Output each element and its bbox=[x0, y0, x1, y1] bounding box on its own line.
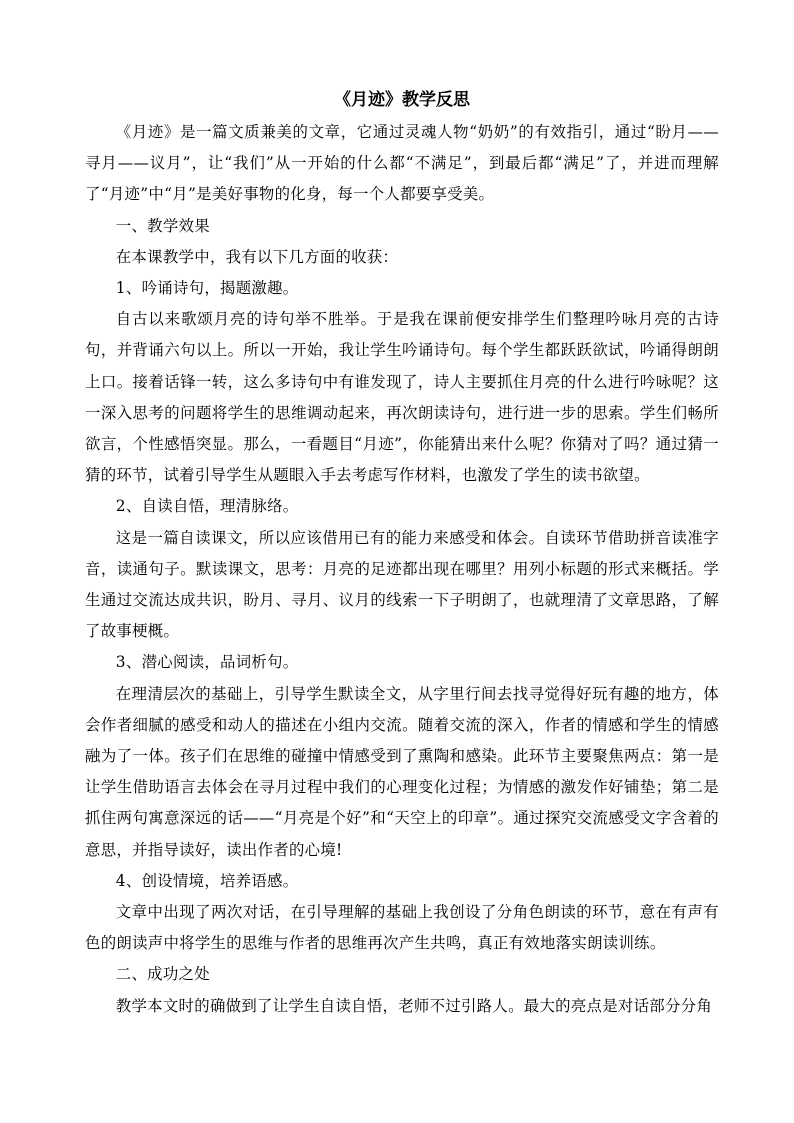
point-heading-1: 1、吟诵诗句，揭题激趣。 bbox=[115, 279, 299, 298]
point-paragraph-4: 文章中出现了两次对话，在引导理解的基础上我创设了分角色朗读的环节，意在有声有色的朗读声中将学生的思维与作者的思维再次产生共鸣，真正有效地落实朗读训练。 bbox=[85, 903, 719, 953]
section-lead: 在本课教学中，我有以下几方面的收获： bbox=[115, 247, 399, 266]
document-body bbox=[85, 87, 719, 1022]
point-heading-4: 4、创设情境，培养语感。 bbox=[115, 871, 299, 890]
point-paragraph-1: 自古以来歌颂月亮的诗句举不胜举。于是我在课前便安排学生们整理吟咏月亮的古诗句，并背诵六句以上。所以一开始，我让学生吟诵诗句。每个学生都跃跃欲试，吟诵得朗朗上口。接着话锋一转，这么多诗句中有谁发现了，诗人主要抓住月亮的什么进行吟咏呢？这一深入思考的问题将学生的思维调动起来，再次朗读诗句，进行进一步的思索。学生们畅所欲言，个性感悟突显。那么，一看题目“月迹”，你能猜出来什么呢？你猜对了吗？通过猜一猜的环节，试着引导学生从题眼入手去考虑写作材料，也激发了学生的读书欲望。 bbox=[85, 310, 719, 485]
section-heading-success: 二、成功之处 bbox=[115, 965, 210, 984]
point-paragraph-2: 这是一篇自读课文，所以应该借用已有的能力来感受和体会。自读环节借助拼音读准字音，读通句子。默读课文，思考：月亮的足迹都出现在哪里？用列小标题的形式来概括。学生通过交流达成共识，盼月、寻月、议月的线索一下子明朗了，也就理清了文章思路，了解了故事梗概。 bbox=[85, 528, 719, 641]
point-heading-3: 3、潜心阅读，品词析句。 bbox=[115, 653, 299, 672]
point-heading-2: 2、自读自悟，理清脉络。 bbox=[115, 497, 299, 516]
point-paragraph-3: 在理清层次的基础上，引导学生默读全文，从字里行间去找寻觉得好玩有趣的地方，体会作者细腻的感受和动人的描述在小组内交流。随着交流的深入，作者的情感和学生的情感融为了一体。孩子们在思维的碰撞中情感受到了熏陶和感染。此环节主要聚焦两点：第一是让学生借助语言去体会在寻月过程中我们的心理变化过程；为情感的激发作好铺垫；第二是抓住两句寓意深远的话——“月亮是个好”和“天空上的印章”。通过探究交流感受文字含着的意思，并指导读好，读出作者的心境! bbox=[85, 684, 719, 859]
success-paragraph: 教学本文时的确做到了让学生自读自悟，老师不过引路人。最大的亮点是对话部分分角 bbox=[115, 996, 713, 1015]
document-title: 《月迹》教学反思 bbox=[334, 90, 470, 110]
intro-paragraph: 《月迹》是一篇文质兼美的文章，它通过灵魂人物“奶奶”的有效指引，通过“盼月——寻月——议月”，让“我们”从一开始的什么都“不满足”，到最后都“满足”了，并进而理解了“月迹”中“月”是美好事物的化身，每一个人都要享受美。 bbox=[85, 123, 719, 204]
section-heading-teaching-effect: 一、教学效果 bbox=[115, 216, 210, 235]
